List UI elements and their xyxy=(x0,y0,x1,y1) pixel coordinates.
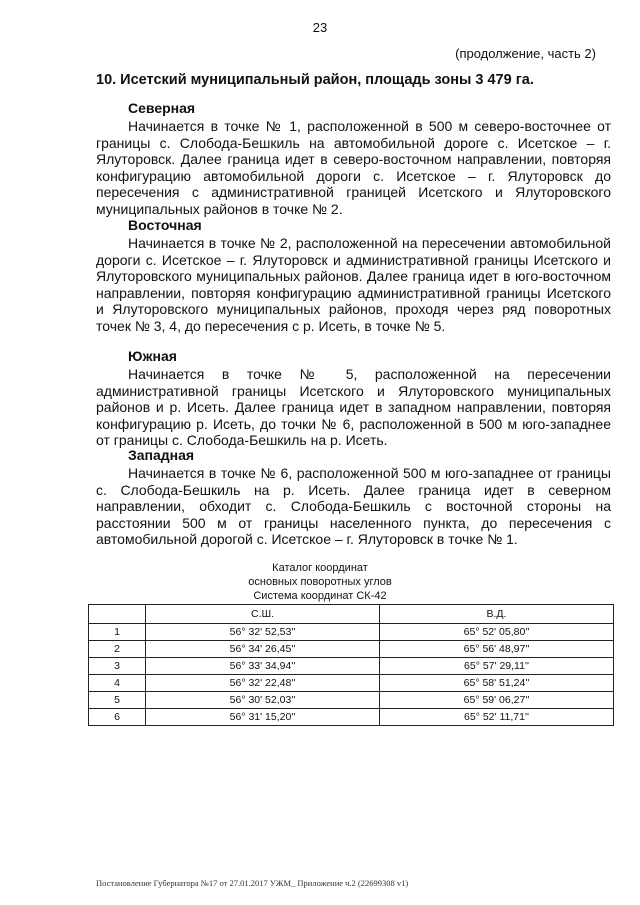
direction-title-east: Восточная xyxy=(128,217,202,233)
point-number: 1 xyxy=(89,624,146,641)
direction-title-west: Западная xyxy=(128,447,195,463)
table-row xyxy=(89,709,614,726)
latitude-cell: 56° 32' 52,53'' xyxy=(146,624,380,641)
direction-text-west: Начинается в точке № 6, расположенной 500 м юго-западнее от границы с. Слобода-Бешкиль на р. Исеть. Далее граница идет в северном направлении, обходит с. Слобода-Бешкиль с восточной стороны на расстоянии 500 м от границы населенного пункта, до пересечения с автомобильной дорогой с. Исетское – г. Ялуторовск в точке № 1. xyxy=(96,465,611,547)
catalog-caption-line: Каталог координат xyxy=(272,562,368,574)
table-header-row xyxy=(89,605,614,624)
longitude-cell: 65° 56' 48,97'' xyxy=(380,641,614,658)
table-row xyxy=(89,692,614,709)
point-number: 3 xyxy=(89,658,146,675)
column-header-longitude: В.Д. xyxy=(380,605,614,624)
direction-text-south: Начинается в точке № 5, расположенной на пересечении административной границы Исетского и Ялуторовского муниципальных районов и р. Исеть. Далее граница идет в западном направлении, повторяя конфигурацию р. Исеть, до точки № 6, расположенной в 500 м юго-западнее от границы с. Слобода-Бешкиль на р. Исеть. xyxy=(96,366,611,448)
longitude-cell: 65° 59' 06,27'' xyxy=(380,692,614,709)
latitude-cell: 56° 33' 34,94'' xyxy=(146,658,380,675)
point-number: 2 xyxy=(89,641,146,658)
longitude-cell: 65° 52' 05,80'' xyxy=(380,624,614,641)
point-number: 6 xyxy=(89,709,146,726)
longitude-cell: 65° 58' 51,24'' xyxy=(380,675,614,692)
direction-title-north: Северная xyxy=(128,100,196,116)
page-number: 23 xyxy=(312,20,328,35)
document-footer: Постановление Губернатора №17 от 27.01.2017 УЖМ_ Приложение ч.2 (22699308 v1) xyxy=(96,878,409,888)
point-number: 4 xyxy=(89,675,146,692)
latitude-cell: 56° 30' 52,03'' xyxy=(146,692,380,709)
latitude-cell: 56° 34' 26,45'' xyxy=(146,641,380,658)
catalog-caption xyxy=(0,561,640,603)
section-heading: 10. Исетский муниципальный район, площадь зоны 3 479 га. xyxy=(96,72,534,88)
point-number: 5 xyxy=(89,692,146,709)
direction-text-north: Начинается в точке № 1, расположенной в 500 м северо-восточнее от границы с. Слобода-Бешкиль на автомобильной дороге с. Исетское – г. Ялуторовск. Далее граница идет в северо-восточном направлении, повторяя конфигурацию автомобильной дороги с. Исетское – г. Ялуторовск до пересечения с административной границей Исетского и Ялуторовского муниципальных районов в точке № 2. xyxy=(96,118,611,217)
table-row xyxy=(89,675,614,692)
latitude-cell: 56° 31' 15,20'' xyxy=(146,709,380,726)
latitude-cell: 56° 32' 22,48'' xyxy=(146,675,380,692)
longitude-cell: 65° 52' 11,71'' xyxy=(380,709,614,726)
coordinates-table xyxy=(88,604,614,726)
column-header-latitude: С.Ш. xyxy=(146,605,380,624)
direction-text-east: Начинается в точке № 2, расположенной на пересечении автомобильной дороги с. Исетское – г. Ялуторовск и административной границы Исетского и Ялуторовского муниципальных районов. Далее граница идет в юго-восточном направлении, повторяя конфигурацию административной границы Исетского и Ялуторовского муниципальных районов, проходя через ряд поворотных точек № 3, 4, до пересечения с р. Исеть, в точке № 5. xyxy=(96,235,611,334)
table-row xyxy=(89,658,614,675)
catalog-caption-line: Система координат СК-42 xyxy=(253,590,387,602)
catalog-caption-line: основных поворотных углов xyxy=(248,576,392,588)
column-header-number xyxy=(89,605,146,624)
longitude-cell: 65° 57' 29,11'' xyxy=(380,658,614,675)
table-row xyxy=(89,624,614,641)
continuation-note: (продолжение, часть 2) xyxy=(455,46,596,61)
direction-title-south: Южная xyxy=(128,348,177,364)
table-row xyxy=(89,641,614,658)
